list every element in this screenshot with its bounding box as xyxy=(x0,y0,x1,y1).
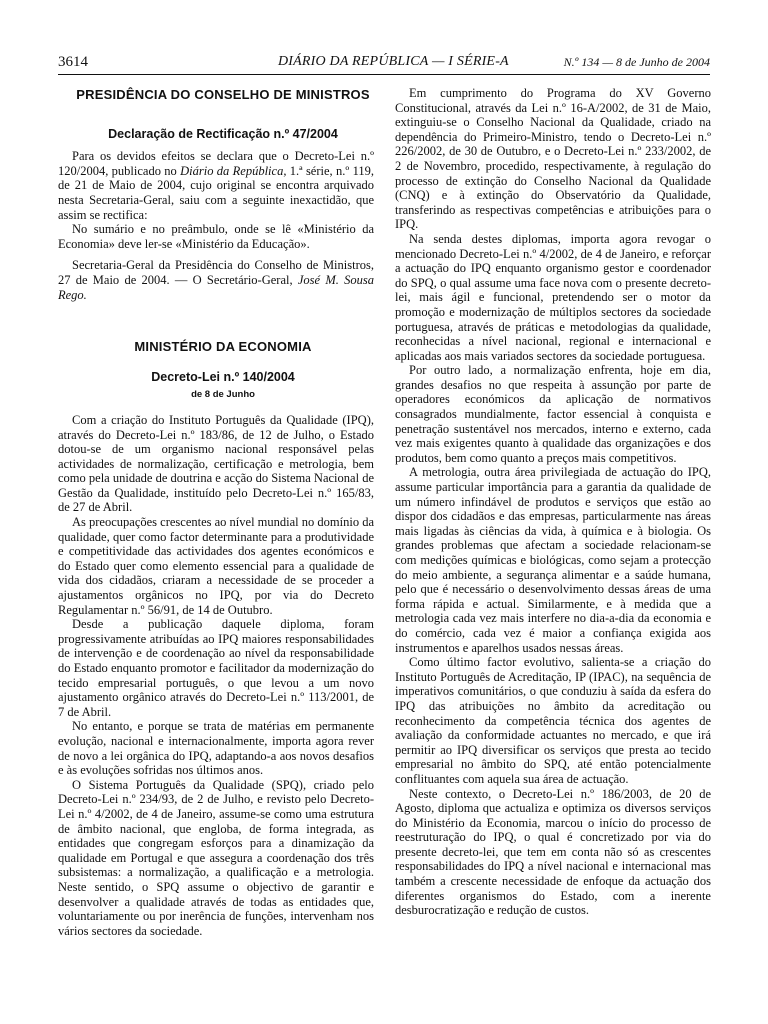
decree-paragraph-2: As preocupações crescentes ao nível mundial no domínio da qualidade, quer como factor determinante para a produtividade e competitividade das actividades dos agentes económicos e do Estado quer como elemento essencial para a qualidade de vida dos cidadãos, criaram a necessidade de se proceder a ajustamentos orgânicos no IPQ, por via do Decreto Regulamentar n.º 56/91, de 14 de Outubro. xyxy=(58,515,374,617)
rectification-paragraph-1 xyxy=(58,149,374,222)
decree-paragraph-11: Neste contexto, o Decreto-Lei n.º 186/2003, de 20 de Agosto, diploma que actualiza e optimiza os diversos serviços do Ministério da Economia, marcou o início do processo de reestruturação do IPQ, o qual é concretizado por via do presente decreto-lei, que tem em conta não só as crescentes responsabilidades do IPQ a nível nacional e internacional mas também a crescente necessidade de enfoque da actuação dos diferentes organismos do Estado, com a inerente desburocratização e redução de custos. xyxy=(395,786,711,918)
page-header xyxy=(58,54,710,74)
header-rule xyxy=(58,74,710,75)
rectification-paragraph-2: No sumário e no preâmbulo, onde se lê «Ministério da Economia» deve ler-se «Ministério da Educação». xyxy=(58,222,374,251)
text-span: 1.ª série, n.º 119, de 21 de Maio de 2004, cujo original se encontra arquivado nesta Secretaria-Geral, saiu com a seguinte inexactidão, que assim se rectifica: xyxy=(58,163,374,222)
section-title-pcm: PRESIDÊNCIA DO CONSELHO DE MINISTROS xyxy=(76,87,370,102)
rectification-title: Declaração de Rectificação n.º 47/2004 xyxy=(108,126,338,141)
page-number: 3614 xyxy=(58,54,88,70)
italic-span: Diário da República, xyxy=(180,163,287,178)
decree-title: Decreto-Lei n.º 140/2004 xyxy=(151,369,295,384)
decree-paragraph-7: Na senda destes diplomas, importa agora revogar o mencionado Decreto-Lei n.º 4/2002, de 4 de Janeiro, e reforçar a actuação do IPQ enquanto organismo gestor e coordenador do SPQ, o qual assume uma face nova com o presente decreto-lei, mais ágil e funcional, pretendendo ser o motor da promoção e modernização de múltiplos sectores da sociedade portuguesa, através de práticas e metodologias da qualidade, reconhecidas a nível nacional, regional e internacional e aplicadas aos mais variados sectores da sociedade portuguesa. xyxy=(395,231,711,363)
edition-info: N.º 134 — 8 de Junho de 2004 xyxy=(563,55,710,69)
decree-paragraph-10: Como último factor evolutivo, salienta-se a criação do Instituto Português de Acreditação, IP (IPAC), na sequência de imperativos comunitários, o que conduziu à saída da esfera do IPQ das atribuições no âmbito da acreditação ou reconhecimento da competência técnica dos agentes de avaliação da conformidade actuantes no mercado, e que irá permitir ao IPQ diversificar os serviços que presta ao tecido empresarial no âmbito do SPQ, até então potencialmente conflituantes com aquela sua área de actuação. xyxy=(395,655,711,786)
right-column xyxy=(395,86,711,918)
left-column xyxy=(58,86,374,938)
journal-title: DIÁRIO DA REPÚBLICA — I SÉRIE-A xyxy=(278,54,509,69)
decree-paragraph-9: A metrologia, outra área privilegiada de actuação do IPQ, assume particular importância para a garantia da qualidade de um número infindável de produtos e serviços que estão ao dispor dos cidadãos e das empresas, particularmente nas áreas mais ligadas às ciências da vida, à química e à biologia. Os grandes problemas que afectam a sociedade relacionam-se com medições químicas e biológicas, como sejam a protecção do meio ambiente, a segurança alimentar e a saúde humana, pelo que é necessário o desenvolvimento dessas áreas de uma forma rápida e actual. Similarmente, e à medida que a metrologia cada vez mais interfere no dia-a-dia da economia e do comércio, cada vez é maior a confiança exigida aos instrumentos e aparelhos usados nessas áreas. xyxy=(395,465,711,655)
decree-paragraph-6: Em cumprimento do Programa do XV Governo Constitucional, através da Lei n.º 16-A/2002, de 31 de Maio, extinguiu-se o Conselho Nacional da Qualidade, criado na dependência do Primeiro-Ministro, tendo o Decreto-Lei n.º 226/2002, de 30 de Outubro, e o Decreto-Lei n.º 233/2002, de 2 de Novembro, procedido, respectivamente, à regulação do processo de extinção do Conselho Nacional da Qualidade (CNQ) e à extinção do Observatório da Qualidade, transferindo as respectivas competências e atribuições para o IPQ. xyxy=(395,86,711,232)
decree-paragraph-1: Com a criação do Instituto Português da Qualidade (IPQ), através do Decreto-Lei n.º 183/86, de 12 de Julho, o Estado dotou-se de um organismo nacional responsável pelas actividades de normalização, certificação e metrologia, bem como pela unidade de doutrina e acção do Sistema Nacional de Gestão da Qualidade, instituído pelo Decreto-Lei n.º 165/83, de 27 de Abril. xyxy=(58,412,374,515)
decree-paragraph-3: Desde a publicação daquele diploma, foram progressivamente atribuídas ao IPQ maiores responsabilidades de intervenção e de coordenação ao nível da responsabilidade do Estado enquanto promotor e facilitador da modernização do tecido empresarial português, o que levou a um novo ajustamento orgânico através do Decreto-Lei n.º 113/2001, de 7 de Abril. xyxy=(58,617,374,719)
section-title-economia: MINISTÉRIO DA ECONOMIA xyxy=(134,339,312,355)
decree-paragraph-8: Por outro lado, a normalização enfrenta, hoje em dia, grandes desafios no que respeita à assunção por parte de operadores económicos da aplicação de normativos consagrados mundialmente, factor essencial à conquista e penetração sustentável nos mercados, interno e externo, cada vez mais exigentes quanto à qualidade das organizações e dos produtos, bem como quanto a preços mais competitivos. xyxy=(395,363,711,465)
decree-paragraph-5: O Sistema Português da Qualidade (SPQ), criado pelo Decreto-Lei n.º 234/93, de 2 de Julho, e revisto pelo Decreto-Lei n.º 4/2002, de 4 de Janeiro, assume-se como uma estrutura de âmbito nacional, que engloba, de forma integrada, as entidades que congregam esforços para a dinamização da qualidade em Portugal e que assegura a coordenação dos três subsistemas: a normalização, a qualificação e a metrologia. Neste sentido, o SPQ assume o objectivo de garantir e desenvolver a qualidade através de todas as entidades que, voluntariamente ou por inerência de funções, intervenham nos vários sectores da sociedade. xyxy=(58,777,374,938)
text-span: Para os devidos efeitos se declara que o Decreto-Lei n.º 120/2004, publicado no xyxy=(58,149,374,178)
decree-paragraph-4: No entanto, e porque se trata de matérias em permanente evolução, nacional e internacionalmente, importa agora rever de novo a lei orgânica do IPQ, adaptando-a aos novos desafios e às evoluções sofridas nos últimos anos. xyxy=(58,719,374,778)
rectification-signature xyxy=(58,258,374,302)
text-span: Secretaria-Geral da Presidência do Conselho de Ministros, 27 de Maio de 2004. — O Secretário-Geral, xyxy=(58,258,374,287)
decree-date: de 8 de Junho xyxy=(191,389,255,401)
signatory-name: José M. Sousa Rego. xyxy=(58,272,374,302)
